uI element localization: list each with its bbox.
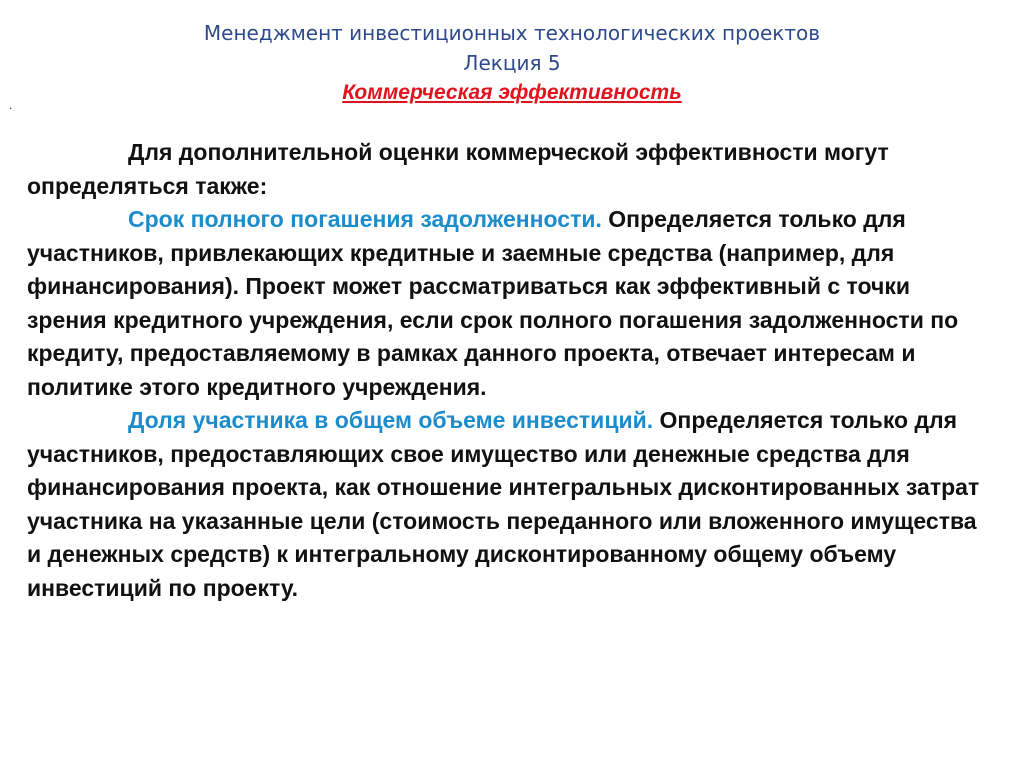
intro-paragraph: Для дополнительной оценки коммерческой эффективности могут определяться также: bbox=[27, 139, 889, 199]
course-title: Менеджмент инвестиционных технологических проектов bbox=[203, 21, 821, 45]
lecture-number: Лекция 5 bbox=[463, 51, 561, 75]
term1-title: Срок полного погашения задолженности. bbox=[128, 206, 602, 232]
slide-header bbox=[0, 18, 1024, 108]
stray-mark: . bbox=[9, 98, 13, 112]
term1-paragraph bbox=[27, 203, 995, 404]
term2-title: Доля участника в общем объеме инвестиций. bbox=[128, 407, 654, 433]
section-title: Коммерческая эффективность bbox=[342, 81, 682, 104]
term1-text: Определяется только для участников, привлекающих кредитные и заемные средства (например, для финансирования). Проект может рассматриваться как эффективный с точки зрения кредитного учреждения, если срок полного погашения задолженности по кредиту, предоставляемому в рамках данного проекта, отвечает интересам и политике этого кредитного учреждения. bbox=[27, 206, 959, 400]
term2-text: Определяется только для участников, предоставляющих свое имущество или денежные средства для финансирования проекта, как отношение интегральных дисконтированных затрат участника на указанные цели (стоимость переданного или вложенного имущества и денежных средств) к интегральному дисконтированному общему объему инвестиций по проекту. bbox=[27, 407, 980, 601]
term2-paragraph bbox=[27, 404, 995, 605]
slide-body bbox=[27, 136, 995, 605]
